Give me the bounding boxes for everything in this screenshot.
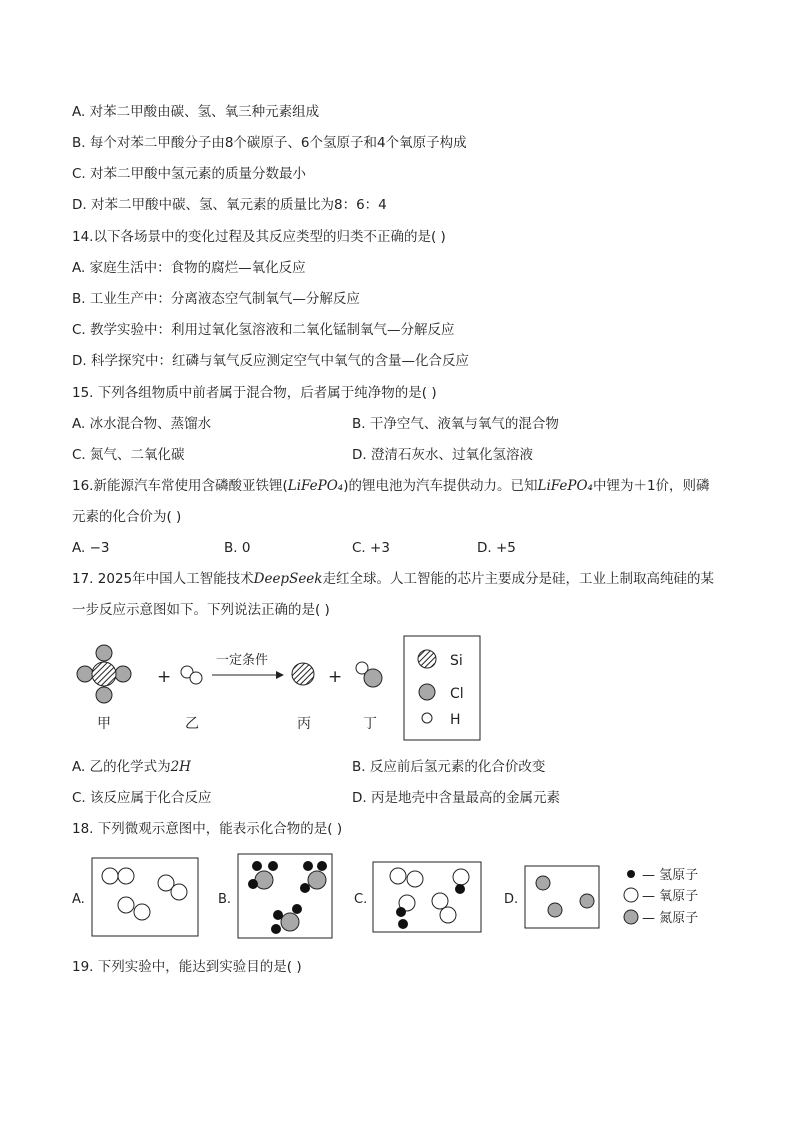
label-ding: 丁 [363,716,377,732]
plus-sign-2: + [328,667,343,687]
reaction-condition: 一定条件 [216,653,269,668]
q15-option-b: B. 干净空气、液氧与氧气的混合物 [352,416,559,432]
q13-option-d: D. 对苯二甲酸中碳、氢、氧元素的质量比为8：6：4 [72,197,387,213]
q13-option-b: B. 每个对苯二甲酸分子由8个碳原子、6个氢原子和4个氧原子构成 [72,135,467,151]
q16-option-d: D. +5 [477,540,516,556]
q19-stem: 19. 下列实验中，能达到实验目的是( ) [72,959,302,975]
legend-cl-icon [419,684,435,700]
molecule-jia [77,645,131,703]
legend-cl: Cl [450,686,464,702]
q16-option-c: C. +3 [352,540,390,556]
q17-stem-part2: 走红全球。人工智能的芯片主要成分是硅，工业上制取高纯硅的某 [322,571,714,587]
q17-option-a-formula: 2H [170,759,191,775]
q13-option-c: C. 对苯二甲酸中氢元素的质量分数最小 [72,166,307,182]
legend-oxygen: — 氧原子 [642,889,699,904]
legend-nitrogen-icon [624,910,638,924]
q18-label-c: C. [354,892,368,907]
q16-option-a: A. −3 [72,540,110,556]
q18-label-a: A. [72,892,85,907]
q17-option-b: B. 反应前后氢元素的化合价改变 [352,759,546,775]
label-jia: 甲 [97,716,111,732]
q16-stem [72,477,710,495]
q17-option-a [72,758,191,776]
label-bing: 丙 [297,716,311,732]
q17-reaction-diagram [60,630,490,750]
q16-stem-part1: 16.新能源汽车常使用含磷酸亚铁锂( [72,478,288,494]
molecule-ding [356,662,382,687]
q14-option-d: D. 科学探究中：红磷与氧气反应测定空气中氧气的含量—化合反应 [72,353,469,369]
legend-h: H [450,712,461,728]
q17-stem [72,570,714,588]
q16-stem-line2: 元素的化合价为( ) [72,509,182,525]
q16-formula-2: LiFePO₄ [537,478,593,494]
q14-option-b: B. 工业生产中：分离液态空气制氧气—分解反应 [72,291,360,307]
q16-formula: LiFePO₄ [287,478,344,494]
q17-legend-box [404,636,480,740]
q16-option-b: B. 0 [224,540,251,556]
legend-hydrogen: — 氢原子 [642,868,699,883]
legend-h-icon [422,713,432,723]
arrow-head [276,671,284,679]
q18-stem: 18. 下列微观示意图中，能表示化合物的是( ) [72,821,343,837]
q15-option-c: C. 氮气、二氧化碳 [72,447,185,463]
q15-option-a: A. 冰水混合物、蒸馏水 [72,416,212,432]
molecule-bing [292,663,314,685]
q16-stem-part3: 中锂为＋1价，则磷 [592,478,710,494]
plus-sign-1: + [157,667,172,687]
label-yi: 乙 [185,716,199,732]
legend-nitrogen: — 氮原子 [642,911,699,926]
q15-option-d: D. 澄清石灰水、过氧化氢溶液 [352,447,533,463]
q18-label-d: D. [504,892,519,907]
q14-option-c: C. 教学实验中：利用过氧化氢溶液和二氧化锰制氧气—分解反应 [72,322,455,338]
legend-si-icon [418,650,436,668]
q17-deepseek: DeepSeek [253,571,323,587]
q15-stem: 15. 下列各组物质中前者属于混合物，后者属于纯净物的是( ) [72,385,437,401]
q17-option-c: C. 该反应属于化合反应 [72,790,212,806]
molecule-yi [181,666,202,684]
q16-stem-part2: )的锂电池为汽车提供动力。已知 [343,478,538,494]
q18-micro-diagrams [60,848,720,948]
q17-option-d: D. 丙是地壳中含量最高的金属元素 [352,790,560,806]
legend-si: Si [450,653,463,669]
q18-label-b: B. [218,892,232,907]
q14-option-a: A. 家庭生活中：食物的腐烂—氧化反应 [72,260,306,276]
q17-stem-line2: 一步反应示意图如下。下列说法正确的是( ) [72,602,330,618]
legend-oxygen-icon [624,888,638,902]
q17-stem-part1: 17. 2025年中国人工智能技术 [72,571,254,587]
q17-option-a-text: A. 乙的化学式为 [72,759,171,775]
legend-hydrogen-icon [627,870,635,878]
q13-option-a: A. 对苯二甲酸由碳、氢、氧三种元素组成 [72,104,320,120]
q14-stem: 14.以下各场景中的变化过程及其反应类型的归类不正确的是( ) [72,229,446,245]
